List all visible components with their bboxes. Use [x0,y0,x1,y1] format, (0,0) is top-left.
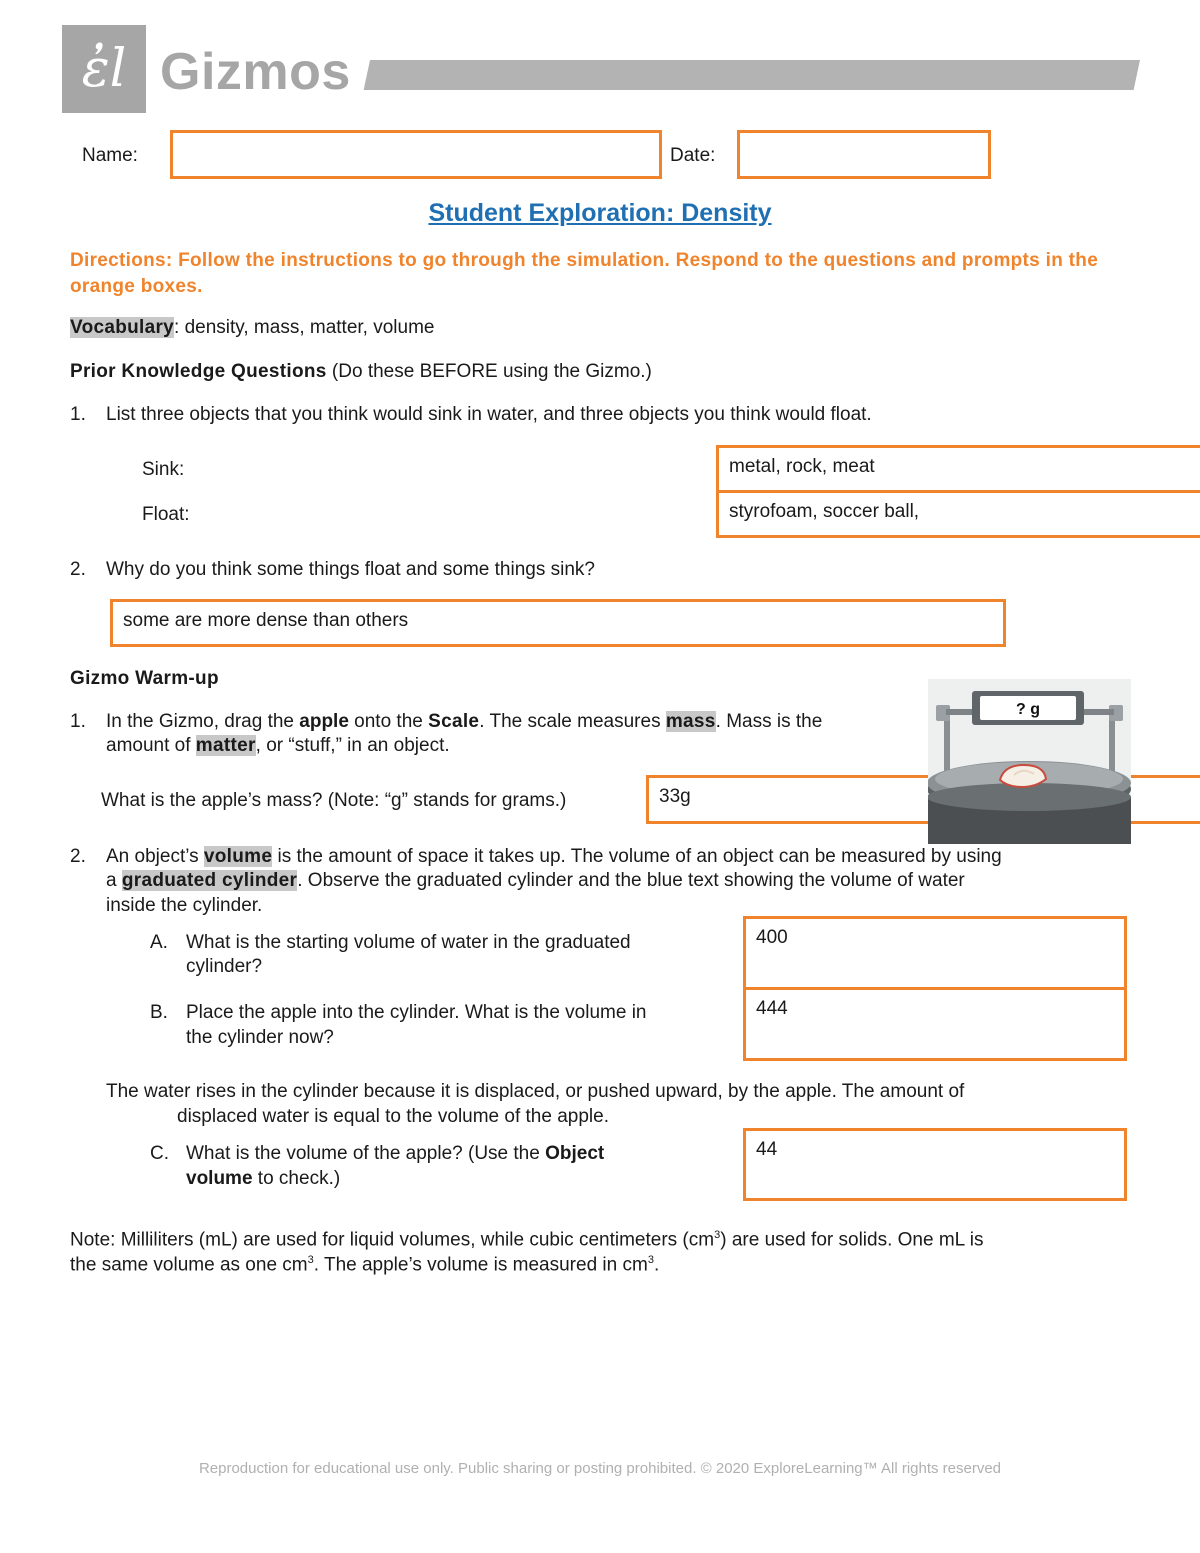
brand-name: Gizmos [160,43,351,101]
wu-q2b-line2: the cylinder now? [186,1027,334,1048]
float-answer-box[interactable]: styrofoam, soccer ball, [716,490,1200,538]
sink-answer-box[interactable]: metal, rock, meat [716,445,1200,493]
pk-q2-text: Why do you think some things float and some things sink? [106,559,595,580]
vocabulary-terms: : density, mass, matter, volume [174,317,435,338]
wu-q2b-line1: Place the apple into the cylinder. What is the volume in [186,1002,647,1023]
float-label: Float: [142,504,190,525]
wu-q2c-line1: What is the volume of the apple? (Use the Object [186,1143,605,1164]
wu-q2a-line2: cylinder? [186,956,263,977]
pk-q2-answer-box[interactable]: some are more dense than others [110,599,1006,647]
page-title: Student Exploration: Density [428,199,772,227]
vocabulary-label: Vocabulary [70,317,175,338]
vocabulary-line [70,317,435,339]
footer-copyright: Reproduction for educational use only. Public sharing or posting prohibited. © 2020 ExploreLearning™ All rights reserved [198,1460,1002,1477]
wu-q2-line1: An object’s volume is the amount of space it takes up. The volume of an object can be measured by using [106,846,1002,867]
explorelearning-logo-icon: ἐl [81,39,127,99]
directions-text: Directions: Follow the instructions to go through the simulation. Respond to the questions and prompts in the orange boxes. [70,250,1099,297]
warmup-heading: Gizmo Warm-up [70,668,219,689]
pk-q1-number: 1. [70,404,86,425]
apple-mass-question: What is the apple’s mass? (Note: “g” stands for grams.) [101,790,567,811]
apple-volume-answer-box[interactable]: 44 [743,1128,1127,1201]
wu-q2-line3: inside the cylinder. [106,895,263,916]
wu-q2-number: 2. [70,846,86,867]
wu-q2-line2: a graduated cylinder. Observe the graduated cylinder and the blue text showing the volume of water [106,870,965,891]
scale-readout: ? g [1016,701,1040,718]
sink-label: Sink: [142,459,185,480]
name-field[interactable] [170,130,662,179]
wu-q2a-letter: A. [150,932,168,953]
wu-q1-line1: In the Gizmo, drag the apple onto the Scale. The scale measures mass. Mass is the [106,711,823,732]
note-line1: Note: Milliliters (mL) are used for liquid volumes, while cubic centimeters $(cm^3)$ are used for solids. One mL is [70,1229,984,1251]
prior-knowledge-heading: Prior Knowledge Questions (Do these BEFORE using the Gizmo.) [70,361,652,382]
pk-q2-number: 2. [70,559,86,580]
wu-q2c-line2: volume to check.) [186,1168,341,1189]
scale-icon [928,679,1131,844]
scale-illustration [928,679,1131,844]
wu-q1-number: 1. [70,711,86,732]
wu-q2b-letter: B. [150,1002,168,1023]
apple-mass-answer-box[interactable]: 33g [646,775,1200,824]
note-line2: the same volume as one $cm^3$. The apple’s volume is measured in $cm^3$. [70,1254,660,1276]
new-volume-answer-box[interactable]: 444 [743,987,1127,1061]
wu-q2c-letter: C. [150,1143,169,1164]
wu-q1-line2: amount of matter, or “stuff,” in an object. [106,735,450,756]
date-field[interactable] [737,130,991,179]
pk-q1-text: List three objects that you think would sink in water, and three objects you think would float. [106,404,872,425]
header-banner-bar [364,60,1140,90]
date-label: Date: [670,145,716,166]
name-label: Name: [82,145,138,166]
wu-q2a-line1: What is the starting volume of water in the graduated [186,932,631,953]
displaced-line2: displaced water is equal to the volume of the apple. [177,1106,609,1127]
displaced-line1: The water rises in the cylinder because it is displaced, or pushed upward, by the apple. The amount of [106,1081,965,1102]
starting-volume-answer-box[interactable]: 400 [743,916,1127,990]
